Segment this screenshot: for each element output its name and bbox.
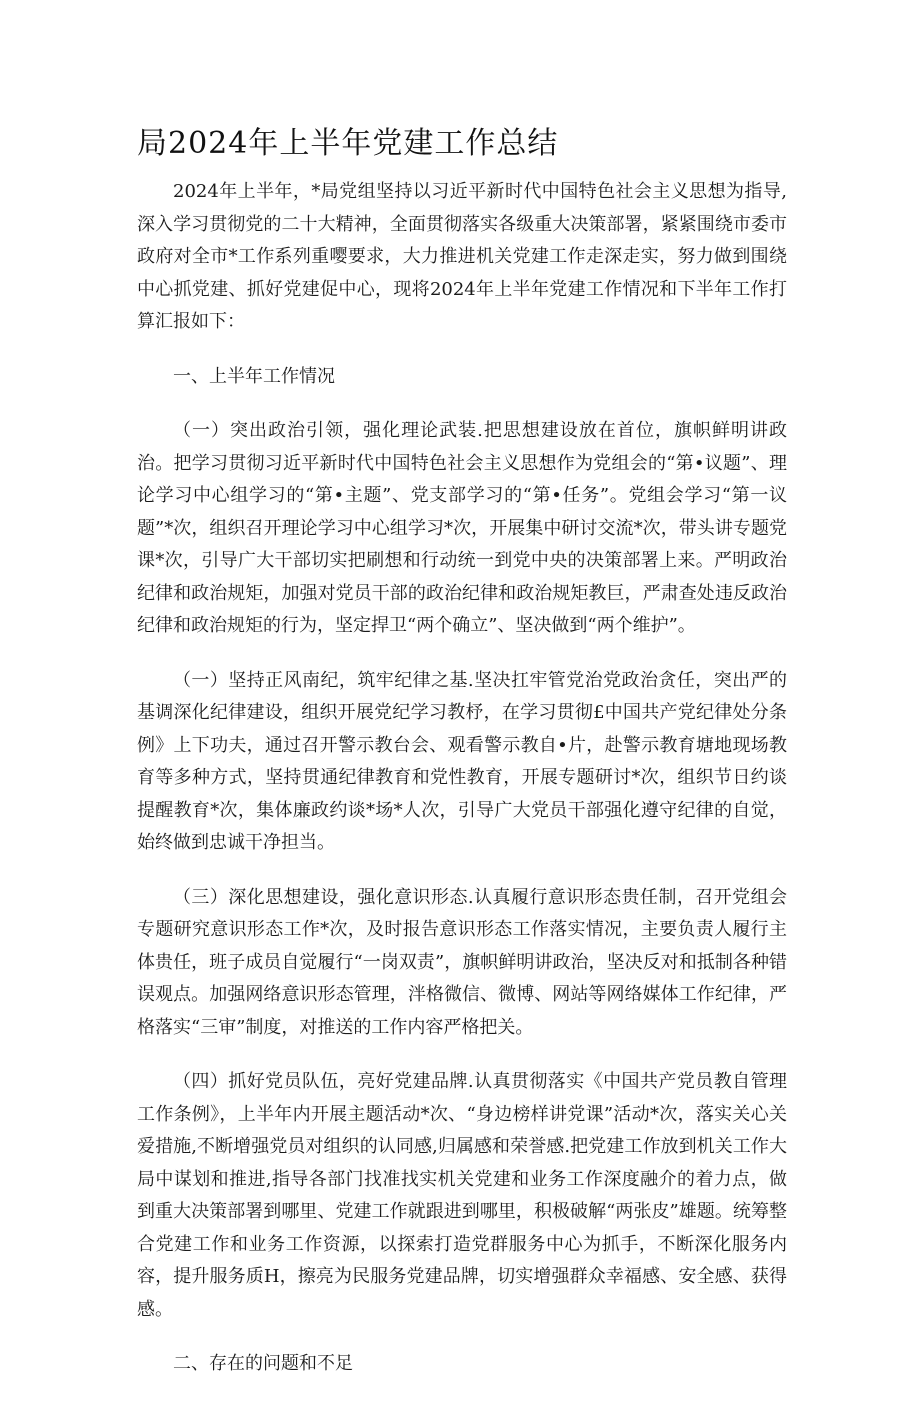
- item-party-members: （四）抓好党员队伍，亮好党建品牌.认真贯彻落实《中国共产党员教自管理工作条例》，上半年内开展主题活动*次、“身边榜样讲党课”活动*次，落实关心关爱措施,不断增强党员对组织的认同感,归属感和荣誉感.把党建工作放到机关工作大局中谋划和推进,指导各部门找准找实机关党建和业务工作深度融介的着力点，做到重大决策部署到哪里、党建工作就跟进到哪里，积极破解“两张皮”雄题。统筹整合党建工作和业务工作资源，以探索打造党群服务中心为抓手，不断深化服务内容，提升服务质H，擦亮为民服务党建品牌，切实增强群众幸福感、安全感、获得感。: [137, 1071, 787, 1320]
- item-discipline: （一）坚持正风南纪，筑牢纪律之基.坚决扛牢管党治党政治贪任，突出严的基调深化纪律建设，组织开展党纪学习教杼，在学习贯彻£中国共产党纪律处分条例》上下功夫，通过召开警示教台会、观看警示教自•片，赴警示教育塘地现场教育等多种方式，坚持贯通纪律教育和党性教育，开展专题研讨*次，组织节日约谈提醒教育*次，集体廉政约谈*场*人次，引导广大党员干部强化遵守纪律的自觉，始终做到忠诚干净担当。: [137, 669, 787, 853]
- intro-paragraph: 2024年上半年，*局党组坚持以习近平新时代中国特色社会主义思想为指导,深入学习贯彻党的二十大精神，全面贯彻落实各级重大决策部署，紧紧围绕市委市政府对全市*工作系列重嘤要求，大力推进机关党建工作走深走实，努力做到围绕中心抓党建、抓好党建促中心，现将2024年上半年党建工作情况和下半年工作打算汇报如下：: [137, 181, 787, 332]
- section-heading-work-status: 一、上半年工作情况: [173, 365, 335, 387]
- section-heading-problems: 二、存在的问题和不足: [173, 1353, 353, 1374]
- item-political-guidance: （一）突出政治引领，强化理论武装.把思想建设放在首位，旗帜鲜明讲政治。把学习贯彻习近平新时代中国特色社会主义思想作为党组会的“第•议题”、理论学习中心组学习的“第•主题”、党支部学习的“第•任务”。党组会学习“第一议题”*次，组织召开理论学习中心组学习*次，开展集中研讨交流*次，带头讲专题党课*次，引导广大干部切实把刷想和行动统一到党中央的决策部署上来。严明政治纪律和政治规矩，加强对党员干部的政治纪律和政治规矩教巨，严肃查处违反政治纪律和政治规矩的行为，坚定捍卫“两个确立”、坚决做到“两个维护”。: [137, 420, 787, 636]
- document-body: [137, 176, 787, 1403]
- document-title: 局2024年上半年党建工作总结: [137, 126, 559, 161]
- item-ideology: （三）深化思想建设，强化意识形态.认真履行意识形态贵任制，召开党组会专题研究意识形态工作*次，及时报告意识形态工作落实情况，主要负责人履行主体贵任，班子成员自觉履行“一岗双责”，旗帜鲜明讲政治，坚决反对和抵制各种错误观点。加强网络意识形态管理，泮格微信、微博、网站等网络媒体工作纪律，严格落实“三审”制度，对推送的工作内容严格把关。: [137, 886, 787, 1038]
